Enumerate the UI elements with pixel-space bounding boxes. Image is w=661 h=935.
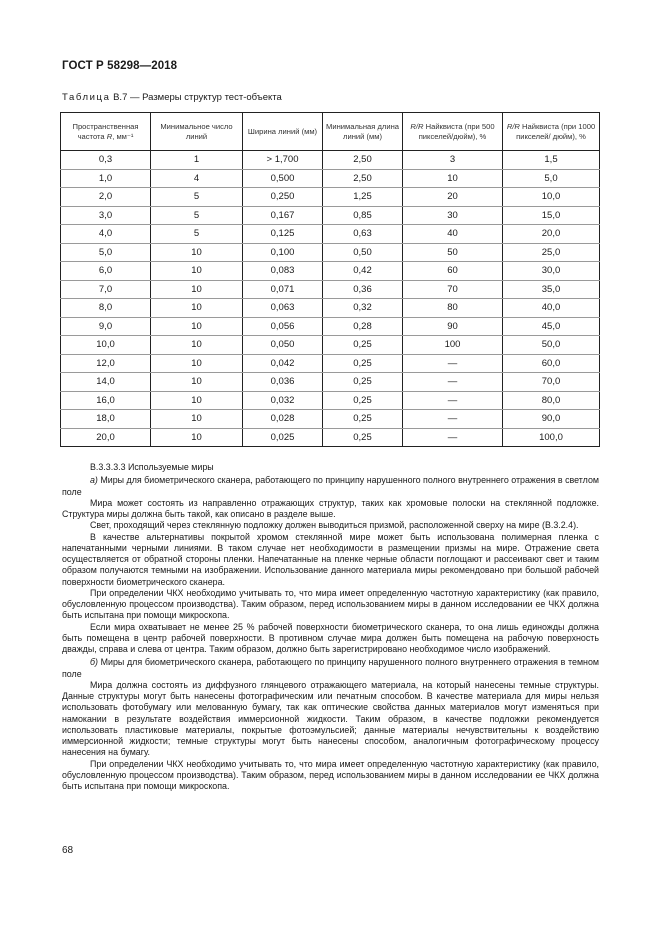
- table-cell: 10: [151, 428, 243, 447]
- table-cell: 10,0: [503, 188, 600, 207]
- table-row: [61, 225, 600, 244]
- table-row: [61, 410, 600, 429]
- table-cell: 20: [403, 188, 503, 207]
- table-row: [61, 262, 600, 281]
- page-number: 68: [62, 845, 74, 856]
- table-cell: 5: [151, 225, 243, 244]
- table-cell: 3,0: [61, 206, 151, 225]
- table-cell: 6,0: [61, 262, 151, 281]
- table-row: [61, 299, 600, 318]
- paragraph: Мира может состоять из направленно отражающих структур, таких как хромовые полоски на стеклянной подложке. Структура миры должна быть такой, как описано в разделе выше.: [62, 497, 599, 519]
- document-code: ГОСТ Р 58298—2018: [62, 60, 178, 72]
- table-cell: 10: [403, 169, 503, 188]
- table-cell: 0,071: [243, 280, 323, 299]
- table-cell: 18,0: [61, 410, 151, 429]
- table-cell: 60,0: [503, 354, 600, 373]
- table-cell: 0,25: [323, 410, 403, 429]
- table-cell: 50: [403, 243, 503, 262]
- table-cell: 90: [403, 317, 503, 336]
- table-cell: —: [403, 354, 503, 373]
- table-cell: 35,0: [503, 280, 600, 299]
- table-cell: 50,0: [503, 336, 600, 355]
- paragraph: Мира должна состоять из диффузного глянцевого отражающего материала, на который нанесены темные структуры. Данные структуры могут быть нанесены фотографическим или печатным способом. В качестве материала для миры нельзя использовать фотобумагу или мелованную бумагу, так как оптические свойства данных материалов могут изменяться при намокании в результате воздействия иммерсионной жидкости. Таким образом, в качестве подложки рекомендуется использовать пластиковые материалы, покрытые фотоэмульсией; данные материалы нечувствительны к воздействию иммерсионной жидкости; темные структуры могут быть нанесены способом, аналогичным фотографическому процессу нанесения на бумагу.: [62, 679, 599, 758]
- table-cell: 0,042: [243, 354, 323, 373]
- table-row: [61, 243, 600, 262]
- table-cell: 10: [151, 243, 243, 262]
- table-cell: 10: [151, 317, 243, 336]
- column-header: R/R Найквиста (при 1000 пикселей/ дюйм), %: [503, 113, 600, 151]
- table-cell: 20,0: [61, 428, 151, 447]
- table-cell: 0,3: [61, 151, 151, 170]
- table-row: [61, 169, 600, 188]
- table-cell: 10,0: [61, 336, 151, 355]
- table-cell: 10: [151, 299, 243, 318]
- table-row: [61, 317, 600, 336]
- table-cell: 80,0: [503, 391, 600, 410]
- column-header: R/R Найквиста (при 500 пикселей/дюйм), %: [403, 113, 503, 151]
- table-cell: 1,5: [503, 151, 600, 170]
- table-cell: 0,100: [243, 243, 323, 262]
- table-row: [61, 336, 600, 355]
- table-header-row: [61, 113, 600, 151]
- column-header: Ширина линий (мм): [243, 113, 323, 151]
- table-cell: 0,25: [323, 354, 403, 373]
- table-body: [61, 151, 600, 447]
- table-cell: 20,0: [503, 225, 600, 244]
- table-cell: 4: [151, 169, 243, 188]
- table-cell: 10: [151, 280, 243, 299]
- table-cell: 0,50: [323, 243, 403, 262]
- table-cell: 8,0: [61, 299, 151, 318]
- table-row: [61, 428, 600, 447]
- table-cell: 0,25: [323, 336, 403, 355]
- table-cell: 15,0: [503, 206, 600, 225]
- table-cell: 90,0: [503, 410, 600, 429]
- table-cell: 30: [403, 206, 503, 225]
- column-header: Минимальное число линий: [151, 113, 243, 151]
- paragraph: В.3.3.3.3 Используемые миры: [90, 462, 214, 472]
- paragraph: При определении ЧКХ необходимо учитывать то, что мира имеет определенную частотную характеристику (как правило, обусловленную процессом производства). Таким образом, перед использованием миры в данном исследовании ее ЧКХ должна быть испытана при помощи микроскопа.: [62, 758, 599, 791]
- paragraph: При определении ЧКХ необходимо учитывать то, что мира имеет определенную частотную характеристику (как правило, обусловленную процессом производства). Таким образом, перед использованием миры в данном исследовании ее ЧКХ должна быть испытана при помощи микроскопа.: [62, 587, 599, 621]
- table-cell: 0,42: [323, 262, 403, 281]
- table-caption-word: Таблица: [62, 92, 111, 103]
- table-cell: 2,50: [323, 151, 403, 170]
- table-cell: 0,036: [243, 373, 323, 392]
- table-cell: 1,0: [61, 169, 151, 188]
- table-cell: 40: [403, 225, 503, 244]
- table-cell: 0,25: [323, 373, 403, 392]
- paragraph: Свет, проходящий через стеклянную подложку должен выводиться призмой, расположенной сверху на мире (В.3.2.4).: [90, 520, 579, 531]
- table-row: [61, 391, 600, 410]
- paragraph: В качестве альтернативы покрытой хромом стеклянной мире может быть использована полимерная пленка с напечатанными черными линиями. В таком случае нет необходимости в размещении призмы на мире. Отражение света осуществляется от обратной стороны пленки. Напечатанные на пленке черные области поглощают и рассеивают свет и таким образом получаются темными на изображении. Использование данного материала миры рекомендовано при большой рабочей поверхности биометрического сканера.: [62, 531, 599, 587]
- table-row: [61, 280, 600, 299]
- table-cell: 0,083: [243, 262, 323, 281]
- table-cell: 0,063: [243, 299, 323, 318]
- table-cell: > 1,700: [243, 151, 323, 170]
- table-cell: 2,0: [61, 188, 151, 207]
- table-cell: 0,25: [323, 391, 403, 410]
- table-cell: 0,028: [243, 410, 323, 429]
- table-cell: 5,0: [503, 169, 600, 188]
- table-cell: 10: [151, 336, 243, 355]
- table-cell: 10: [151, 391, 243, 410]
- column-header: Минимальная длина линий (мм): [323, 113, 403, 151]
- table-cell: 0,056: [243, 317, 323, 336]
- table-cell: 0,36: [323, 280, 403, 299]
- body-text: [62, 462, 599, 792]
- table-cell: 1,25: [323, 188, 403, 207]
- table-cell: 0,250: [243, 188, 323, 207]
- table-cell: 5: [151, 206, 243, 225]
- table-cell: 3: [403, 151, 503, 170]
- paragraph: Если мира охватывает не менее 25 % рабочей поверхности биометрического сканера, то она лишь единожды должна быть помещена в центр рабочей поверхности. В противном случае мира должен быть помещена на рабочую поверхность дважды, справа и слева от центра. Таким образом, должно быть зарегистрировано необходимое число изображений.: [62, 621, 599, 654]
- table-cell: 45,0: [503, 317, 600, 336]
- table-cell: 9,0: [61, 317, 151, 336]
- table-cell: 10: [151, 354, 243, 373]
- table-caption-text: В.7 — Размеры структур тест-объекта: [113, 92, 282, 103]
- table-cell: 80: [403, 299, 503, 318]
- table-cell: 0,167: [243, 206, 323, 225]
- table-row: [61, 373, 600, 392]
- table-cell: 10: [151, 373, 243, 392]
- table-cell: 0,28: [323, 317, 403, 336]
- table-cell: 5: [151, 188, 243, 207]
- table-cell: 30,0: [503, 262, 600, 281]
- test-object-structure-table: [60, 112, 600, 447]
- table-cell: 14,0: [61, 373, 151, 392]
- table-cell: 0,85: [323, 206, 403, 225]
- table-row: [61, 206, 600, 225]
- table-cell: 25,0: [503, 243, 600, 262]
- table-cell: 10: [151, 262, 243, 281]
- table-cell: —: [403, 391, 503, 410]
- table-cell: 4,0: [61, 225, 151, 244]
- table-cell: 0,63: [323, 225, 403, 244]
- table-cell: 16,0: [61, 391, 151, 410]
- table-row: [61, 188, 600, 207]
- table-cell: 10: [151, 410, 243, 429]
- table-cell: 0,500: [243, 169, 323, 188]
- table-cell: 100: [403, 336, 503, 355]
- column-header: Пространственная частота R, мм⁻¹: [61, 113, 151, 151]
- table-cell: 0,032: [243, 391, 323, 410]
- table-cell: 0,025: [243, 428, 323, 447]
- table-cell: 0,32: [323, 299, 403, 318]
- table-row: [61, 354, 600, 373]
- table-cell: 5,0: [61, 243, 151, 262]
- table-row: [61, 151, 600, 170]
- table-cell: 70: [403, 280, 503, 299]
- table-cell: 2,50: [323, 169, 403, 188]
- paragraph: б) Миры для биометрического сканера, работающего по принципу нарушенного полного внутреннего отражения в темном поле: [62, 657, 599, 679]
- table-cell: 1: [151, 151, 243, 170]
- table-cell: 7,0: [61, 280, 151, 299]
- table-cell: 12,0: [61, 354, 151, 373]
- table-caption: [62, 92, 282, 103]
- table-cell: 60: [403, 262, 503, 281]
- table-cell: 0,125: [243, 225, 323, 244]
- table-cell: 0,050: [243, 336, 323, 355]
- table-cell: —: [403, 373, 503, 392]
- paragraph: а) Миры для биометрического сканера, работающего по принципу нарушенного полного внутреннего отражения в светлом поле: [62, 475, 599, 497]
- table-cell: 70,0: [503, 373, 600, 392]
- table-cell: —: [403, 410, 503, 429]
- table-cell: 100,0: [503, 428, 600, 447]
- table-cell: —: [403, 428, 503, 447]
- table-cell: 40,0: [503, 299, 600, 318]
- table-cell: 0,25: [323, 428, 403, 447]
